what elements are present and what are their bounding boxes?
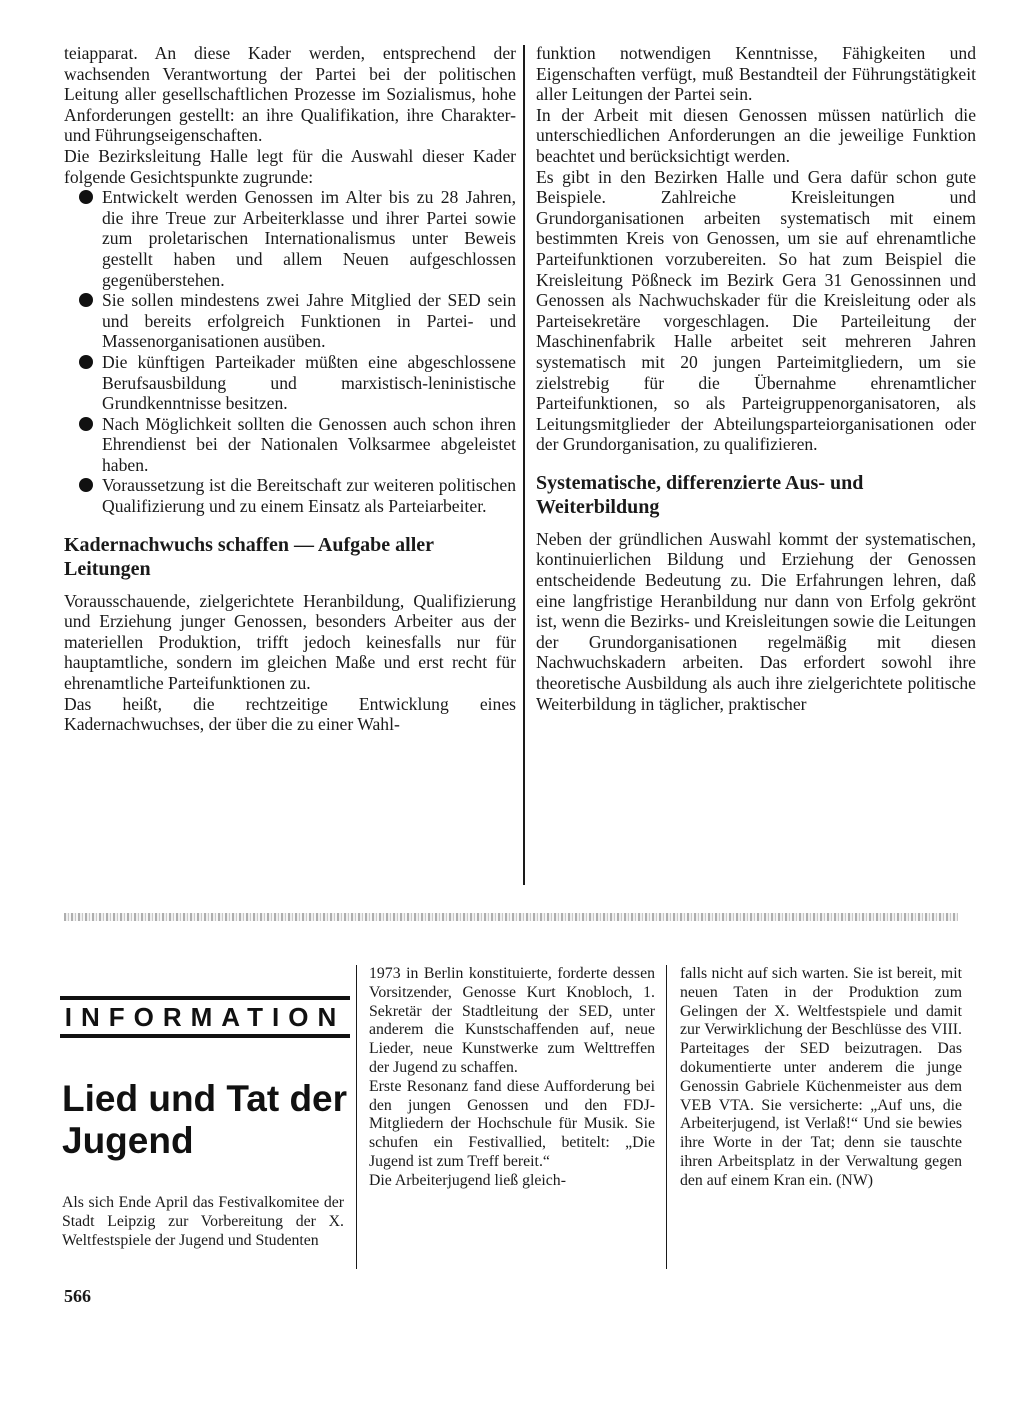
bullet-item	[64, 290, 516, 352]
bullet-dot-icon	[79, 478, 93, 492]
bullet-dot-icon	[79, 355, 93, 369]
bullet-dot-icon	[79, 190, 93, 204]
paragraph: Vorausschauende, zielgerichtete Heranbildung, Qualifizierung und Erziehung junger Genossen, besonders Arbeiter aus der materiellen Produktion, trifft jedoch keinesfalls nur für hauptamtliche, sondern im gleichen Maße und erst recht für ehrenamtliche Parteifunktionen zu.	[64, 590, 516, 694]
left-column	[64, 43, 516, 735]
section-heading-kadernachwuchs: Kadernachwuchs schaffen — Aufgabe aller Leitungen	[64, 533, 434, 580]
section-heading-weiterbildung: Systematische, differenzierte Aus- und Weiterbildung	[536, 471, 864, 518]
right-column	[536, 43, 976, 714]
article-title: Lied und Tat der Jugend	[62, 1078, 348, 1161]
bullet-item	[64, 187, 516, 290]
bullet-text: Voraussetzung ist die Bereitschaft zur weiteren politischen Qualifizierung und zu einem Einsatz als Parteiarbeiter.	[102, 475, 516, 517]
intro-paragraph: teiapparat. An diese Kader werden, entsprechend der wachsenden Verantwortung der Partei bei der politischen Leitung aller gesellschaftlichen Prozesse im Sozialismus, hohe Anforderungen gestellt: an ihre Qualifikation, ihre Charakter- und Führungseigenschaften.	[64, 43, 516, 146]
bullet-text: Sie sollen mindestens zwei Jahre Mitglied der SED sein und bereits erfolgreich Funktionen in Partei- und Massenorganisationen ausüben.	[102, 290, 516, 352]
paragraph: Erste Resonanz fand diese Aufforderung bei den jungen Genossen und den FDJ-Mitgliedern der Hochschule für Musik. Sie schufen ein Festivallied, betitelt: „Die Jugend ist zum Treff bereit.“	[369, 1077, 655, 1170]
info-column-2	[369, 965, 655, 1191]
bullet-dot-icon	[79, 417, 93, 431]
column-divider-bottom-1	[356, 965, 357, 1269]
information-label: INFORMATION	[60, 996, 350, 1038]
info-column-3	[680, 965, 962, 1191]
column-divider-top	[523, 45, 525, 885]
criteria-intro: Die Bezirksleitung Halle legt für die Auswahl dieser Kader folgende Gesichtspunkte zugrunde:	[64, 145, 516, 187]
bullet-item	[64, 352, 516, 414]
info-column-1	[62, 1194, 344, 1250]
column-divider-bottom-2	[666, 965, 667, 1269]
bullet-text: Die künftigen Parteikader müßten eine abgeschlossene Berufsausbildung und marxistisch-leninistische Grundkenntnisse besitzen.	[102, 351, 516, 414]
page-number: 566	[64, 1286, 91, 1306]
paragraph: Es gibt in den Bezirken Halle und Gera dafür schon gute Beispiele. Zahlreiche Kreisleitungen und Grundorganisationen arbeiten systematisch mit einem bestimmten Kreis von Genossen, um sie auf ehrenamtliche Parteifunktionen vorzubereiten. So hat zum Beispiel die Kreisleitung Pößneck im Bezirk Gera 31 Genossinnen und Genossen als Nachwuchskader für die Kreisleitung oder als Parteisekretäre vorgeschlagen. Die Parteileitung der Maschinenfabrik Halle arbeitet seit mehreren Jahren systematisch mit 20 jungen Parteimitgliedern, um sie zielstrebig für die Übernahme ehrenamtlicher Parteifunktionen, so als Parteigruppenorganisatoren, als Leitungsmitglieder der Abteilungsparteiorganisationen oder der Grundorganisation, zu qualifizieren.	[536, 166, 976, 455]
paragraph: funktion notwendigen Kenntnisse, Fähigkeiten und Eigenschaften verfügt, muß Bestandteil der Führungstätigkeit aller Leitungen der Partei sein.	[536, 43, 976, 105]
paragraph: falls nicht auf sich warten. Sie ist bereit, mit neuen Taten in der Produktion zum Gelingen der X. Weltfestspiele und damit zur Verwirklichung der Beschlüsse des VIII. Parteitages der SED beizutragen. Das dokumentierte unter anderem die junge Genossin Gabriele Küchenmeister aus dem VEB VTA. Sie versicherte: „Auf uns, die Arbeiterjugend, ist Verlaß!“ Und sie bewies ihre Worte in der Tat; denn sie tauschte ihren Arbeitsplatz in der Verwaltung gegen den auf einem Kran ein. (NW)	[680, 965, 962, 1189]
paragraph: Die Arbeiterjugend ließ gleich-	[369, 1171, 566, 1189]
bullet-dot-icon	[79, 293, 93, 307]
paragraph: 1973 in Berlin konstituierte, forderte dessen Vorsitzender, Genosse Kurt Knobloch, 1. Sekretär der Stadtleitung der SED, unter anderem die Kunstschaffenden auf, neue Lieder, neue Kunstwerke zum Welttreffen der Jugend zu schaffen.	[369, 965, 655, 1076]
section-divider	[64, 913, 958, 921]
paragraph: Das heißt, die rechtzeitige Entwicklung eines Kadernachwuchses, der über die zu einer Wahl-	[64, 693, 516, 735]
paragraph: In der Arbeit mit diesen Genossen müssen natürlich die unterschiedlichen Anforderungen an die jeweilige Funktion beachtet und berücksichtigt werden.	[536, 104, 976, 166]
paragraph: Als sich Ende April das Festivalkomitee der Stadt Leipzig zur Vorbereitung der X. Weltfestspiele der Jugend und Studenten	[62, 1194, 344, 1249]
bullet-item	[64, 475, 516, 516]
bullet-text: Nach Möglichkeit sollten die Genossen auch schon ihren Ehrendienst bei der Nationalen Volksarmee abgeleistet haben.	[102, 413, 516, 475]
paragraph: Neben der gründlichen Auswahl kommt der systematischen, kontinuierlichen Bildung und Erziehung der Genossen entscheidende Bedeutung zu. Die Erfahrungen lehren, daß eine langfristige Heranbildung nur dann von Erfolg gekrönt ist, wenn die Bezirks- und Kreisleitungen sowie die Leitungen der Grundorganisationen regelmäßig mit diesen Nachwuchskadern arbeiten. Das erfordert sowohl ihre theoretische Ausbildung als auch ihre zielgerichtete politische Weiterbildung in täglicher, praktischer	[536, 528, 976, 714]
bullet-item	[64, 414, 516, 476]
bullet-text: Entwickelt werden Genossen im Alter bis zu 28 Jahren, die ihre Treue zur Arbeiterklasse und ihrer Partei sowie zum proletarischen Internationalismus unter Beweis gestellt haben und allem Neuen aufgeschlossen gegenüberstehen.	[102, 187, 516, 290]
